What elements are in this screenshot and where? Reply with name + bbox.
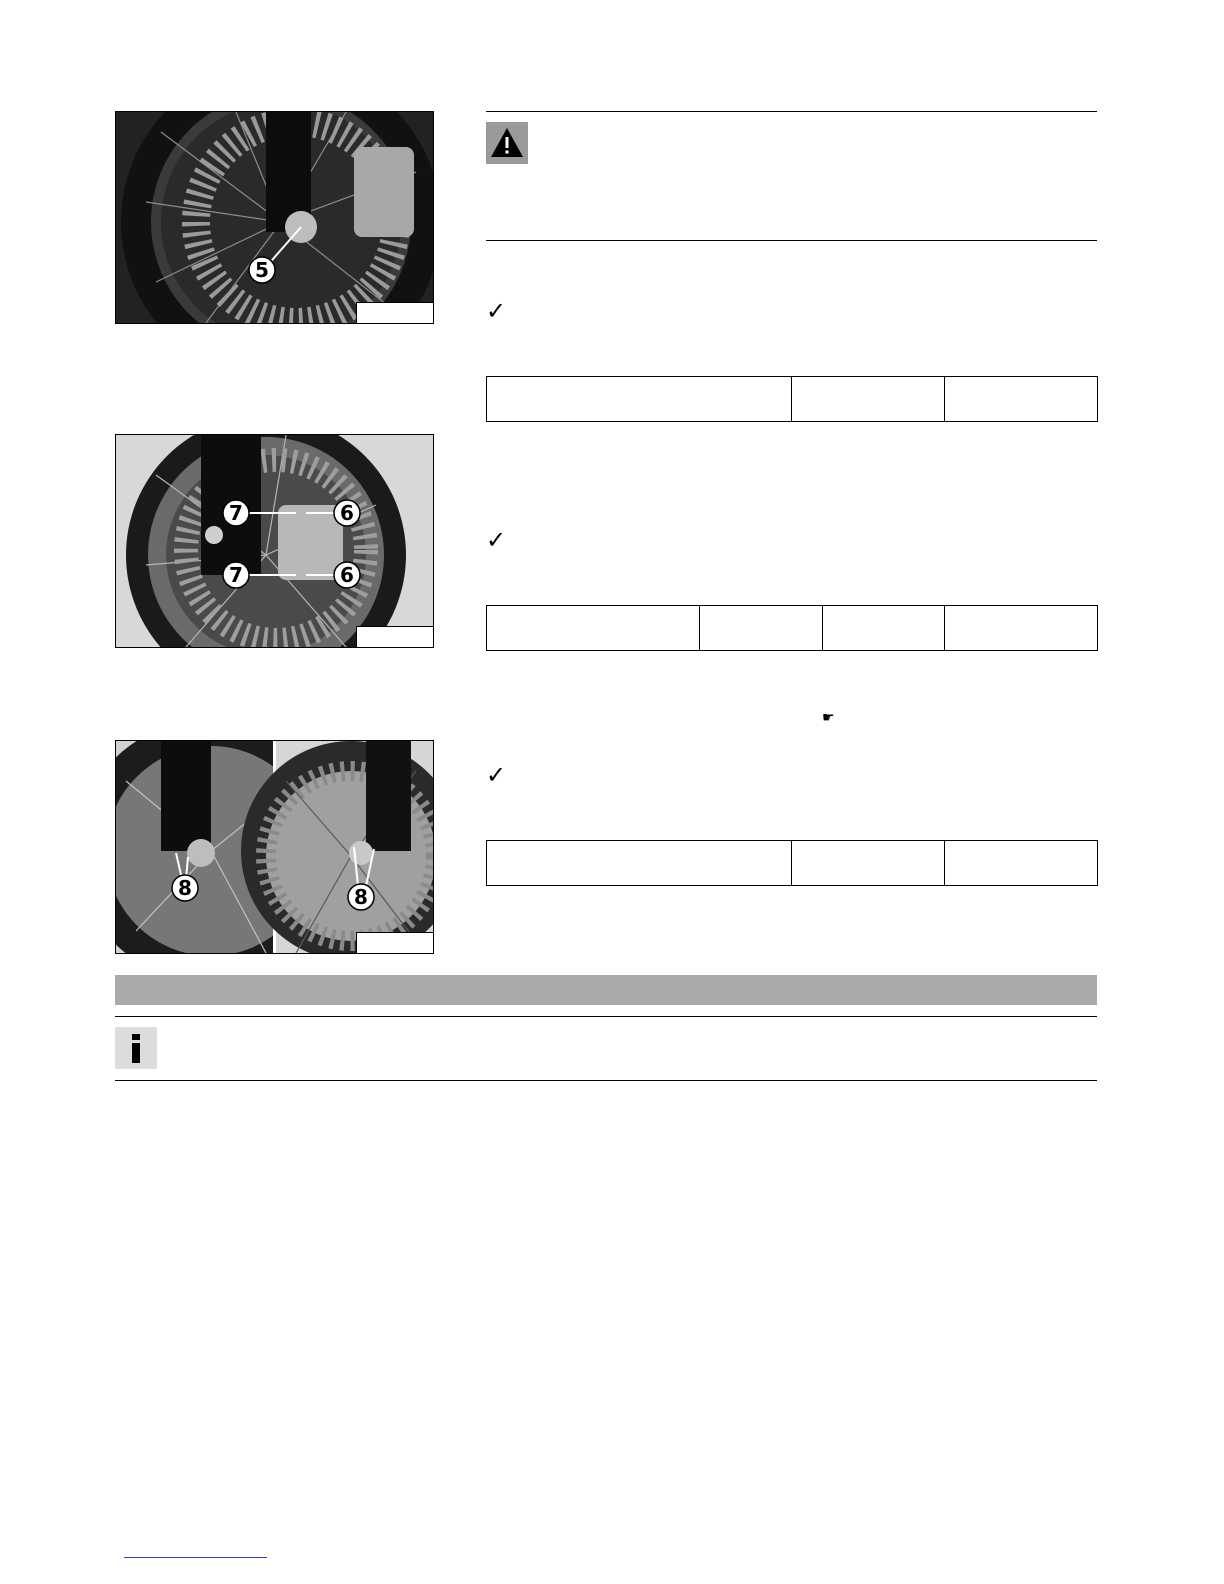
disc-screws-illustration [116, 741, 433, 953]
callout-5: 5 [255, 258, 269, 282]
callout-8-right: 8 [354, 885, 368, 909]
check-icon: ✓ [486, 526, 507, 554]
spec-cell [823, 606, 945, 651]
warning-top-rule [486, 111, 1097, 112]
callout-7-top: 7 [229, 501, 243, 525]
pointer-hand-icon: ☛ [822, 710, 835, 726]
check-icon: ✓ [486, 761, 507, 789]
spec-cell [792, 377, 945, 422]
spec-cell [487, 841, 792, 886]
spec-cell [700, 606, 823, 651]
info-top-rule [115, 1016, 1097, 1017]
info-icon [115, 1027, 157, 1069]
figure-tag [356, 302, 433, 323]
caliper-illustration [116, 435, 433, 647]
callout-6-top: 6 [340, 501, 354, 525]
spec-table-2 [486, 605, 1098, 651]
warning-triangle-icon [486, 122, 528, 164]
spec-cell [487, 377, 792, 422]
spec-table-3 [486, 840, 1098, 886]
photo-brake-caliper [115, 434, 434, 648]
spec-table-1 [486, 376, 1098, 422]
figure-tag [356, 932, 433, 953]
footer-link-underline[interactable] [124, 1557, 267, 1558]
callout-6-bottom: 6 [340, 563, 354, 587]
spec-cell [792, 841, 945, 886]
warning-bottom-rule [486, 240, 1097, 241]
spec-cell [945, 377, 1098, 422]
spec-cell [945, 606, 1098, 651]
spec-cell [487, 606, 700, 651]
callout-8-left: 8 [178, 876, 192, 900]
callout-7-bottom: 7 [229, 563, 243, 587]
section-header-band [115, 975, 1097, 1005]
figure-tag [356, 626, 433, 647]
spec-cell [945, 841, 1098, 886]
photo-brake-disc-screws [115, 740, 434, 954]
info-bottom-rule [115, 1080, 1097, 1081]
wheel-axle-illustration [116, 112, 433, 323]
photo-front-axle [115, 111, 434, 324]
check-icon: ✓ [486, 297, 507, 325]
